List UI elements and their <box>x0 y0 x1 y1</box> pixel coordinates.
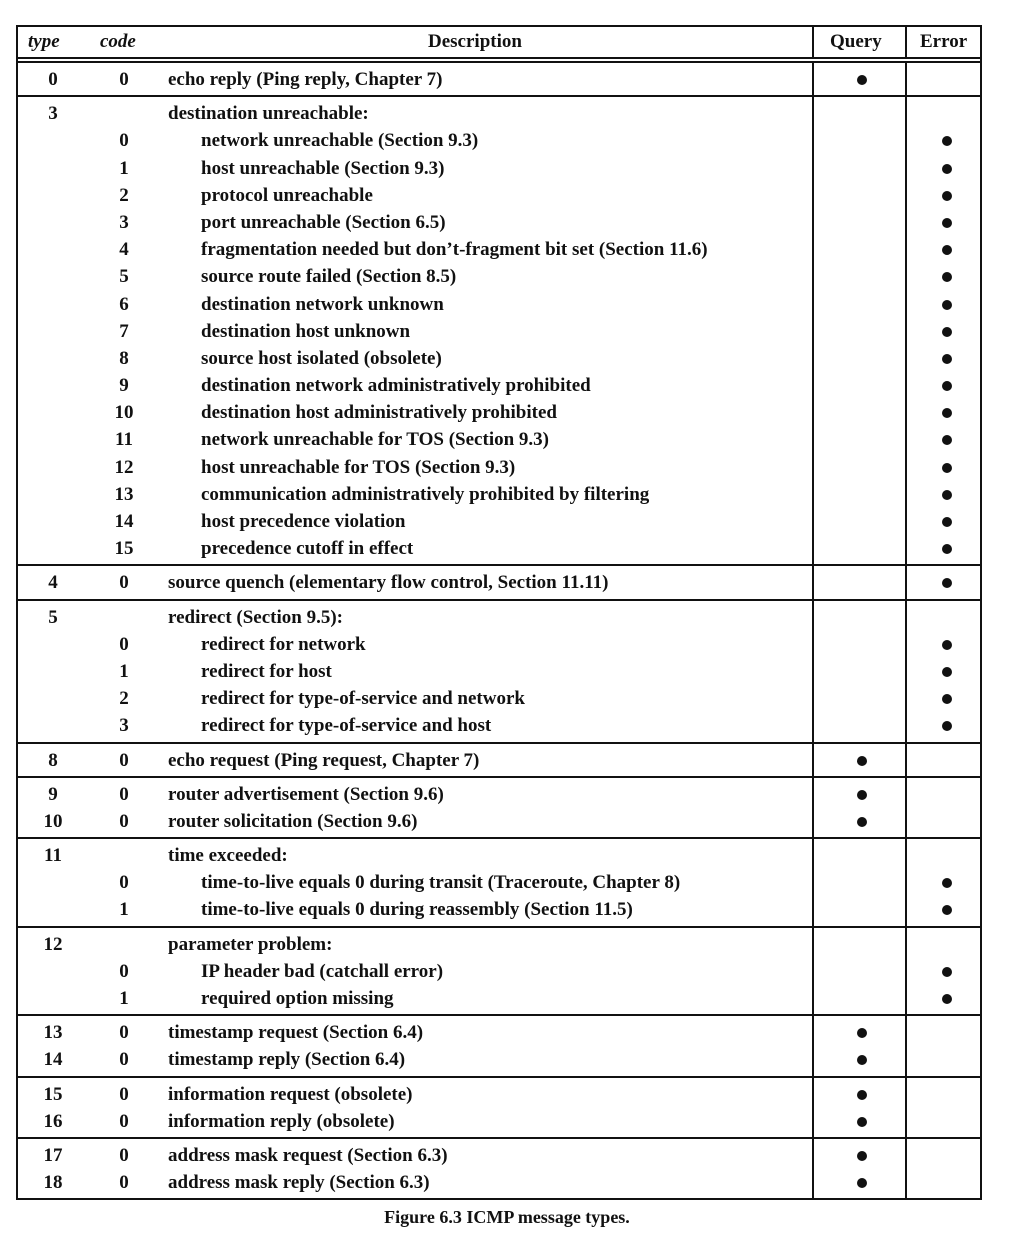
error-bullet-icon <box>942 640 952 650</box>
table-row <box>18 236 980 263</box>
type-cell: 11 <box>44 845 62 867</box>
description-cell: timestamp request (Section 6.4) <box>168 1022 424 1044</box>
description-cell: source quench (elementary flow control, Section 11.11) <box>168 572 609 594</box>
error-bullet-icon <box>942 381 952 391</box>
type-cell: 4 <box>48 572 58 594</box>
error-bullet-icon <box>942 578 952 588</box>
query-bullet-icon <box>857 1090 867 1100</box>
row-group <box>18 63 980 97</box>
table-row <box>18 454 980 481</box>
code-cell: 11 <box>115 429 133 451</box>
table-row <box>18 1019 980 1046</box>
code-cell: 0 <box>119 69 129 90</box>
table-row <box>18 842 980 869</box>
table-header-row <box>18 27 980 59</box>
row-group <box>18 566 980 600</box>
table-row <box>18 127 980 154</box>
table-row <box>18 1046 980 1073</box>
table-row <box>18 896 980 923</box>
column-divider <box>812 1139 814 1198</box>
table-row <box>18 958 980 985</box>
code-cell: 0 <box>119 130 129 152</box>
error-bullet-icon <box>942 667 952 677</box>
table-row <box>18 182 980 209</box>
table-row <box>18 318 980 345</box>
error-bullet-icon <box>942 218 952 228</box>
description-cell: protocol unreachable <box>201 184 373 206</box>
column-divider <box>905 601 907 742</box>
code-cell: 10 <box>114 402 134 424</box>
error-bullet-icon <box>942 544 952 554</box>
description-cell: precedence cutoff in effect <box>201 538 414 560</box>
table-row <box>18 372 980 399</box>
description-cell: IP header bad (catchall error) <box>201 960 444 982</box>
query-bullet-icon <box>857 817 867 827</box>
description-cell: information reply (obsolete) <box>168 1110 395 1132</box>
query-bullet-icon <box>857 1117 867 1127</box>
code-cell: 2 <box>119 184 129 206</box>
code-cell: 0 <box>119 1172 129 1194</box>
description-cell: timestamp reply (Section 6.4) <box>168 1049 406 1071</box>
table-row <box>18 985 980 1012</box>
type-cell: 3 <box>48 103 58 125</box>
code-cell: 7 <box>119 320 129 342</box>
description-cell: redirect (Section 9.5): <box>168 606 343 628</box>
table-row <box>18 426 980 453</box>
code-cell: 0 <box>119 1049 129 1071</box>
code-cell: 12 <box>114 456 134 478</box>
error-bullet-icon <box>942 967 952 977</box>
table-row <box>18 1142 980 1169</box>
description-cell: router solicitation (Section 9.6) <box>168 810 418 832</box>
column-divider <box>812 566 814 598</box>
code-cell: 5 <box>119 266 129 288</box>
header-query: Query <box>830 31 882 52</box>
column-divider <box>905 63 907 95</box>
description-cell: parameter problem: <box>168 933 333 955</box>
column-divider <box>812 928 814 1015</box>
type-cell: 12 <box>43 933 63 955</box>
description-cell: redirect for host <box>201 660 332 682</box>
code-cell: 3 <box>119 211 129 233</box>
column-divider <box>812 97 814 564</box>
column-divider <box>905 928 907 1015</box>
query-bullet-icon <box>857 1178 867 1188</box>
query-bullet-icon <box>857 1028 867 1038</box>
type-cell: 10 <box>43 810 63 832</box>
description-cell: destination host unknown <box>201 320 411 342</box>
row-group <box>18 1016 980 1077</box>
table-row <box>18 291 980 318</box>
table-row <box>18 209 980 236</box>
type-cell: 5 <box>48 606 58 628</box>
row-group <box>18 97 980 566</box>
query-bullet-icon <box>857 1055 867 1065</box>
header-type: type <box>28 31 60 52</box>
table-row <box>18 1081 980 1108</box>
description-cell: source route failed (Section 8.5) <box>201 266 457 288</box>
code-cell: 0 <box>119 1083 129 1105</box>
code-cell: 1 <box>119 899 129 921</box>
column-divider <box>812 601 814 742</box>
description-cell: time-to-live equals 0 during reassembly (Section 11.5) <box>201 899 633 921</box>
description-cell: redirect for type-of-service and host <box>201 715 492 737</box>
error-bullet-icon <box>942 694 952 704</box>
description-cell: destination unreachable: <box>168 103 369 125</box>
description-cell: time exceeded: <box>168 845 288 867</box>
description-cell: destination network administratively prohibited <box>201 375 591 397</box>
row-group <box>18 778 980 839</box>
header-code: code <box>100 31 136 52</box>
code-cell: 0 <box>119 783 129 805</box>
table-row <box>18 808 980 835</box>
header-description: Description <box>428 31 522 52</box>
column-divider <box>905 97 907 564</box>
row-group <box>18 839 980 928</box>
description-cell: information request (obsolete) <box>168 1083 413 1105</box>
description-cell: echo reply (Ping reply, Chapter 7) <box>168 69 443 90</box>
row-group <box>18 601 980 744</box>
description-cell: echo request (Ping request, Chapter 7) <box>168 749 480 771</box>
code-cell: 0 <box>119 1144 129 1166</box>
table-row <box>18 685 980 712</box>
table-row <box>18 869 980 896</box>
code-cell: 0 <box>119 633 129 655</box>
type-cell: 0 <box>48 69 58 90</box>
code-cell: 0 <box>119 810 129 832</box>
code-cell: 0 <box>119 960 129 982</box>
table-row <box>18 604 980 631</box>
description-cell: router advertisement (Section 9.6) <box>168 783 444 805</box>
description-cell: destination network unknown <box>201 293 444 315</box>
type-cell: 16 <box>43 1110 63 1132</box>
code-cell: 0 <box>119 1110 129 1132</box>
error-bullet-icon <box>942 136 952 146</box>
table-row <box>18 100 980 127</box>
error-bullet-icon <box>942 164 952 174</box>
type-cell: 13 <box>43 1022 63 1044</box>
code-cell: 1 <box>119 988 129 1009</box>
icmp-message-types-table <box>16 25 982 1200</box>
error-bullet-icon <box>942 354 952 364</box>
error-bullet-icon <box>942 490 952 500</box>
table-row <box>18 569 980 596</box>
code-cell: 1 <box>119 660 129 682</box>
table-row <box>18 631 980 658</box>
description-cell: address mask reply (Section 6.3) <box>168 1172 430 1194</box>
table-row <box>18 658 980 685</box>
column-divider <box>812 27 814 57</box>
type-cell: 9 <box>48 783 58 805</box>
error-bullet-icon <box>942 191 952 201</box>
code-cell: 3 <box>119 715 129 737</box>
query-bullet-icon <box>857 756 867 766</box>
description-cell: host precedence violation <box>201 511 406 532</box>
table-row <box>18 1108 980 1135</box>
description-cell: port unreachable (Section 6.5) <box>201 211 446 233</box>
code-cell: 13 <box>114 483 134 505</box>
column-divider <box>905 1139 907 1198</box>
description-cell: redirect for type-of-service and network <box>201 688 525 710</box>
column-divider <box>905 27 907 57</box>
error-bullet-icon <box>942 721 952 731</box>
type-cell: 15 <box>43 1083 63 1105</box>
table-row <box>18 1169 980 1196</box>
row-group <box>18 744 980 778</box>
table-row <box>18 781 980 808</box>
description-cell: fragmentation needed but don’t-fragment bit set (Section 11.6) <box>201 239 708 261</box>
table-row <box>18 399 980 426</box>
description-cell: network unreachable for TOS (Section 9.3) <box>201 429 549 451</box>
code-cell: 2 <box>119 688 129 710</box>
code-cell: 14 <box>114 511 134 532</box>
column-divider <box>812 839 814 926</box>
table-row <box>18 345 980 372</box>
table-row <box>18 481 980 508</box>
code-cell: 1 <box>119 157 129 179</box>
code-cell: 0 <box>119 749 129 771</box>
query-bullet-icon <box>857 790 867 800</box>
code-cell: 15 <box>114 538 134 560</box>
error-bullet-icon <box>942 245 952 255</box>
code-cell: 0 <box>119 572 129 594</box>
description-cell: communication administratively prohibited by filtering <box>201 483 650 505</box>
description-cell: source host isolated (obsolete) <box>201 347 442 369</box>
column-divider <box>905 1078 907 1137</box>
row-group <box>18 1078 980 1139</box>
code-cell: 6 <box>119 293 129 315</box>
type-cell: 8 <box>48 749 58 771</box>
table-row <box>18 712 980 739</box>
query-bullet-icon <box>857 1151 867 1161</box>
description-cell: destination host administratively prohibited <box>201 402 557 424</box>
table-row <box>18 66 980 93</box>
error-bullet-icon <box>942 517 952 527</box>
code-cell: 4 <box>119 239 129 261</box>
error-bullet-icon <box>942 994 952 1004</box>
error-bullet-icon <box>942 905 952 915</box>
table-row <box>18 931 980 958</box>
table-row <box>18 263 980 290</box>
row-group <box>18 928 980 1017</box>
error-bullet-icon <box>942 878 952 888</box>
column-divider <box>905 778 907 837</box>
column-divider <box>905 1016 907 1075</box>
column-divider <box>905 566 907 598</box>
description-cell: required option missing <box>201 988 394 1009</box>
type-cell: 17 <box>43 1144 63 1166</box>
table-row <box>18 155 980 182</box>
error-bullet-icon <box>942 435 952 445</box>
code-cell: 9 <box>119 375 129 397</box>
error-bullet-icon <box>942 408 952 418</box>
code-cell: 0 <box>119 1022 129 1044</box>
description-cell: network unreachable (Section 9.3) <box>201 130 479 152</box>
table-body <box>18 63 980 1198</box>
error-bullet-icon <box>942 300 952 310</box>
code-cell: 8 <box>119 347 129 369</box>
error-bullet-icon <box>942 463 952 473</box>
description-cell: address mask request (Section 6.3) <box>168 1144 448 1166</box>
type-cell: 18 <box>43 1172 63 1194</box>
query-bullet-icon <box>857 75 867 85</box>
column-divider <box>905 839 907 926</box>
error-bullet-icon <box>942 327 952 337</box>
column-divider <box>905 744 907 776</box>
column-divider <box>812 1016 814 1075</box>
description-cell: redirect for network <box>201 633 366 655</box>
description-cell: time-to-live equals 0 during transit (Traceroute, Chapter 8) <box>201 872 681 894</box>
table-row <box>18 508 980 535</box>
column-divider <box>812 744 814 776</box>
description-cell: host unreachable for TOS (Section 9.3) <box>201 456 516 478</box>
column-divider <box>812 778 814 837</box>
header-error: Error <box>920 31 968 52</box>
error-bullet-icon <box>942 272 952 282</box>
row-group <box>18 1139 980 1198</box>
code-cell: 0 <box>119 872 129 894</box>
figure-caption: Figure 6.3 ICMP message types. <box>384 1207 630 1227</box>
column-divider <box>812 63 814 95</box>
table-row <box>18 747 980 774</box>
table-row <box>18 535 980 562</box>
column-divider <box>812 1078 814 1137</box>
type-cell: 14 <box>43 1049 63 1071</box>
description-cell: host unreachable (Section 9.3) <box>201 157 445 179</box>
